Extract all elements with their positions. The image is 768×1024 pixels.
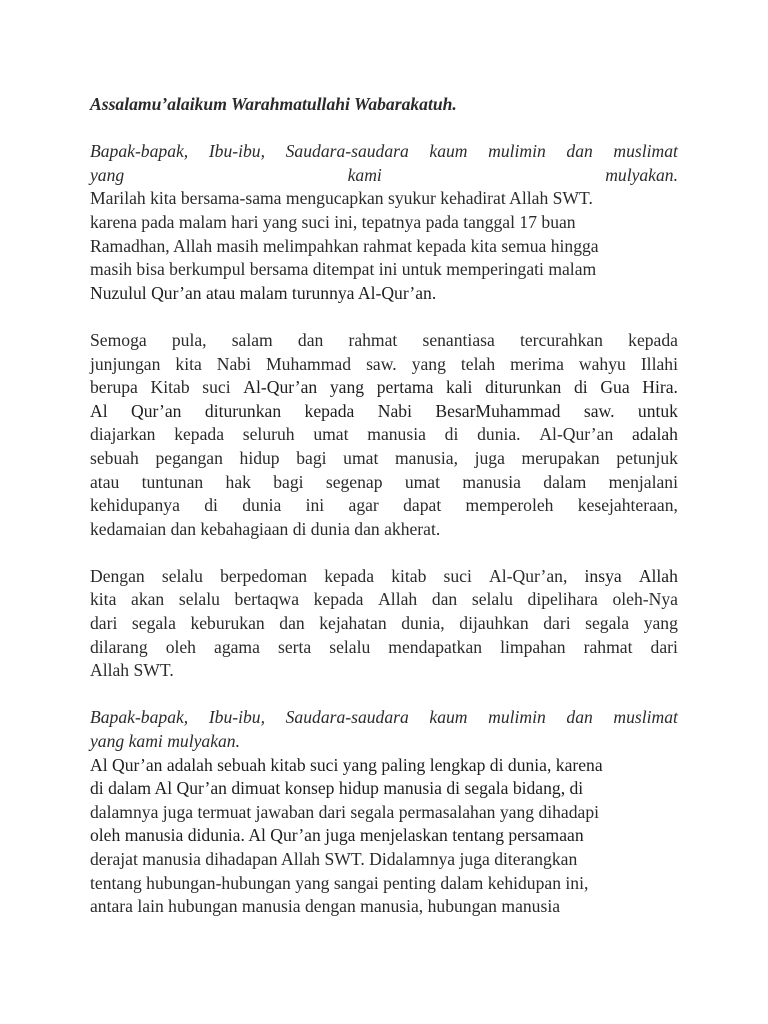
- word: dunia,: [401, 613, 445, 634]
- word: dan: [279, 613, 305, 634]
- word: berpedoman: [220, 565, 308, 586]
- paragraph-gap: [90, 305, 678, 329]
- word: pula,: [171, 329, 207, 350]
- document-body: [90, 93, 678, 919]
- word: suci: [202, 377, 231, 398]
- word: atau: [90, 471, 120, 492]
- word: pertama: [376, 377, 434, 398]
- word: diturunkan: [485, 377, 562, 398]
- word: memperoleh: [465, 495, 554, 516]
- word: Hira.: [642, 377, 678, 398]
- word: insya: [584, 565, 622, 586]
- word: pegangan: [155, 447, 223, 468]
- word: senantiasa: [422, 329, 495, 350]
- p1-line: karena pada malam hari yang suci ini, tepatnya pada tanggal 17 buan: [90, 211, 576, 232]
- word: dijauhkan: [459, 613, 529, 634]
- p4-line: tentang hubungan-hubungan yang sangai penting dalam kehidupan ini,: [90, 872, 589, 893]
- word: keburukan: [190, 613, 265, 634]
- word: kesejahteraan,: [577, 495, 678, 516]
- word: segala: [131, 613, 176, 634]
- word: mulimin: [488, 707, 546, 728]
- word: oleh: [165, 636, 196, 657]
- word: Al-Qur’an: [539, 424, 614, 445]
- word: manusia,: [394, 447, 458, 468]
- p2-line: [90, 353, 678, 377]
- word: limpahan: [500, 636, 566, 657]
- p1-line: Ramadhan, Allah masih melimpahkan rahmat kepada kita semua hingga: [90, 235, 599, 256]
- word: BesarMuhammad: [435, 400, 561, 421]
- word: mulimin: [488, 141, 546, 162]
- word: seluruh: [242, 424, 295, 445]
- word: kita: [175, 353, 202, 374]
- word: Saudara-saudara: [285, 707, 409, 728]
- word: segenap: [325, 471, 383, 492]
- word: kehidupanya: [90, 495, 180, 516]
- word: juga: [474, 447, 505, 468]
- word: Muhammad: [266, 353, 352, 374]
- word: yang: [329, 377, 365, 398]
- word: Bapak-bapak,: [90, 707, 189, 728]
- paragraph-3: [90, 565, 678, 683]
- p2-line: [90, 329, 678, 353]
- p2-line: [90, 471, 678, 495]
- word: Bapak-bapak,: [90, 141, 189, 162]
- word: ini: [305, 495, 325, 516]
- word: yang: [643, 613, 678, 634]
- word: menjalani: [608, 471, 678, 492]
- word: umat: [343, 447, 379, 468]
- word: rahmat: [348, 329, 398, 350]
- p4-line: oleh manusia didunia. Al Qur’an juga menjelaskan tentang persamaan: [90, 825, 584, 846]
- word: Qur’an: [131, 400, 182, 421]
- word: hidup: [239, 447, 280, 468]
- word: umat: [404, 471, 441, 492]
- word: selalu: [329, 636, 371, 657]
- word: di: [573, 377, 588, 398]
- word: Nabi: [216, 353, 251, 374]
- paragraph-gap: [90, 117, 678, 141]
- greeting-line: Assalamu’alaikum Warahmatullahi Wabarakatuh.: [90, 94, 457, 114]
- word: diturunkan: [204, 400, 282, 421]
- word: dan: [566, 141, 593, 162]
- word: kepada: [174, 424, 225, 445]
- p2-line: [90, 376, 678, 400]
- word: salam: [231, 329, 273, 350]
- word: kepada: [324, 565, 375, 586]
- word: dapat: [403, 495, 442, 516]
- word: di: [204, 495, 218, 516]
- p4-line: antara lain hubungan manusia dengan manusia, hubungan manusia: [90, 896, 561, 917]
- word: dunia: [242, 495, 282, 516]
- word: bagi: [273, 471, 304, 492]
- word: untuk: [637, 400, 678, 421]
- word: kaum: [429, 141, 468, 162]
- word: agar: [348, 495, 379, 516]
- word: dan: [431, 589, 458, 610]
- word: agama: [214, 636, 260, 657]
- word: Gua: [600, 377, 630, 398]
- word: Illahi: [640, 353, 678, 374]
- word: Al: [90, 400, 108, 421]
- word: mulyakan.: [605, 164, 678, 185]
- p3-line: [90, 612, 678, 636]
- word: Dengan: [90, 565, 145, 586]
- word: dari: [543, 613, 571, 634]
- p3-line: [90, 565, 678, 589]
- word: telah: [460, 353, 496, 374]
- paragraph-gap: [90, 683, 678, 707]
- word: kepada: [628, 329, 678, 350]
- word: dilarang: [90, 636, 148, 657]
- word: kita: [90, 589, 117, 610]
- word: merupakan: [521, 447, 600, 468]
- word: bagi: [296, 447, 327, 468]
- p1-italic-line-2: [90, 164, 678, 188]
- word: dan: [566, 707, 593, 728]
- word: dari: [90, 613, 118, 634]
- word: yang: [411, 353, 446, 374]
- p3-line: [90, 636, 678, 660]
- word: serta: [277, 636, 312, 657]
- word: bertaqwa: [234, 589, 300, 610]
- word: Ibu-ibu,: [208, 141, 266, 162]
- p4-line: di dalam Al Qur’an dimuat konsep hidup manusia di segala bidang, di: [90, 778, 584, 799]
- word: diajarkan: [90, 424, 156, 445]
- word: junjungan: [90, 353, 161, 374]
- p4-italic-line-1: [90, 706, 678, 730]
- paragraph-1: [90, 140, 678, 305]
- word: kami: [347, 164, 382, 185]
- word: manusia: [367, 424, 426, 445]
- word: dipelihara: [527, 589, 598, 610]
- word: Nabi: [377, 400, 412, 421]
- word: selalu: [471, 589, 513, 610]
- p4-line: derajat manusia dihadapan Allah SWT. Didalamnya juga diterangkan: [90, 849, 578, 869]
- word: selalu: [178, 589, 220, 610]
- word: kaum: [429, 707, 468, 728]
- word: tercurahkan: [519, 329, 603, 350]
- word: segala: [585, 613, 630, 634]
- word: kitab: [391, 565, 427, 586]
- word: mendapatkan: [388, 636, 483, 657]
- p2-line: [90, 400, 678, 424]
- p4-line: Al Qur’an adalah sebuah kitab suci yang paling lengkap di dunia, karena: [90, 754, 603, 775]
- p2-line: [90, 423, 678, 447]
- word: selalu: [161, 565, 203, 586]
- word: sebuah: [90, 447, 139, 468]
- word: hak: [225, 471, 251, 492]
- word: Ibu-ibu,: [208, 707, 266, 728]
- word: tuntunan: [141, 471, 204, 492]
- p1-italic-line-1: [90, 140, 678, 164]
- word: Saudara-saudara: [285, 141, 409, 162]
- word: umat: [313, 424, 349, 445]
- p1-line: Marilah kita bersama-sama mengucapkan syukur kehadirat Allah SWT.: [90, 188, 593, 209]
- p3-line: Allah SWT.: [90, 660, 174, 681]
- p2-line: kedamaian dan kebahagiaan di dunia dan akherat.: [90, 518, 441, 539]
- p1-line: masih bisa berkumpul bersama ditempat ini untuk memperingati malam: [90, 259, 597, 280]
- word: kejahatan: [319, 613, 387, 634]
- p1-line: Nuzulul Qur’an atau malam turunnya Al-Qur’an.: [90, 282, 437, 303]
- word: dari: [650, 636, 678, 657]
- word: adalah: [632, 424, 678, 445]
- p4-line: dalamnya juga termuat jawaban dari segala permasalahan yang dihadapi: [90, 801, 600, 822]
- word: muslimat: [613, 141, 678, 162]
- word: Allah: [638, 565, 678, 586]
- word: berupa: [90, 377, 138, 398]
- word: Kitab: [150, 377, 190, 398]
- p2-line: [90, 447, 678, 471]
- word: manusia: [462, 471, 521, 492]
- word: Al-Qur’an: [243, 377, 318, 398]
- paragraph-gap: [90, 541, 678, 565]
- word: rahmat: [583, 636, 633, 657]
- word: dan: [297, 329, 324, 350]
- word: kepada: [313, 589, 364, 610]
- p4-italic-line-2: yang kami mulyakan.: [90, 731, 240, 752]
- paragraph-4: [90, 706, 678, 918]
- word: saw.: [366, 353, 397, 374]
- word: akan: [131, 589, 165, 610]
- p3-line: [90, 588, 678, 612]
- word: oleh-Nya: [612, 589, 678, 610]
- paragraph-2: [90, 329, 678, 541]
- word: Al-Qur’an,: [489, 565, 568, 586]
- p2-line: [90, 494, 678, 518]
- word: Allah: [378, 589, 418, 610]
- word: kepada: [304, 400, 355, 421]
- word: muslimat: [613, 707, 678, 728]
- word: wahyu: [578, 353, 626, 374]
- word: Semoga: [90, 329, 147, 350]
- word: merima: [510, 353, 564, 374]
- word: suci: [443, 565, 472, 586]
- word: dalam: [543, 471, 587, 492]
- word: kali: [446, 377, 473, 398]
- word: petunjuk: [616, 447, 678, 468]
- word: saw.: [583, 400, 615, 421]
- word: yang: [90, 164, 125, 185]
- word: dunia.: [477, 424, 521, 445]
- word: di: [444, 424, 459, 445]
